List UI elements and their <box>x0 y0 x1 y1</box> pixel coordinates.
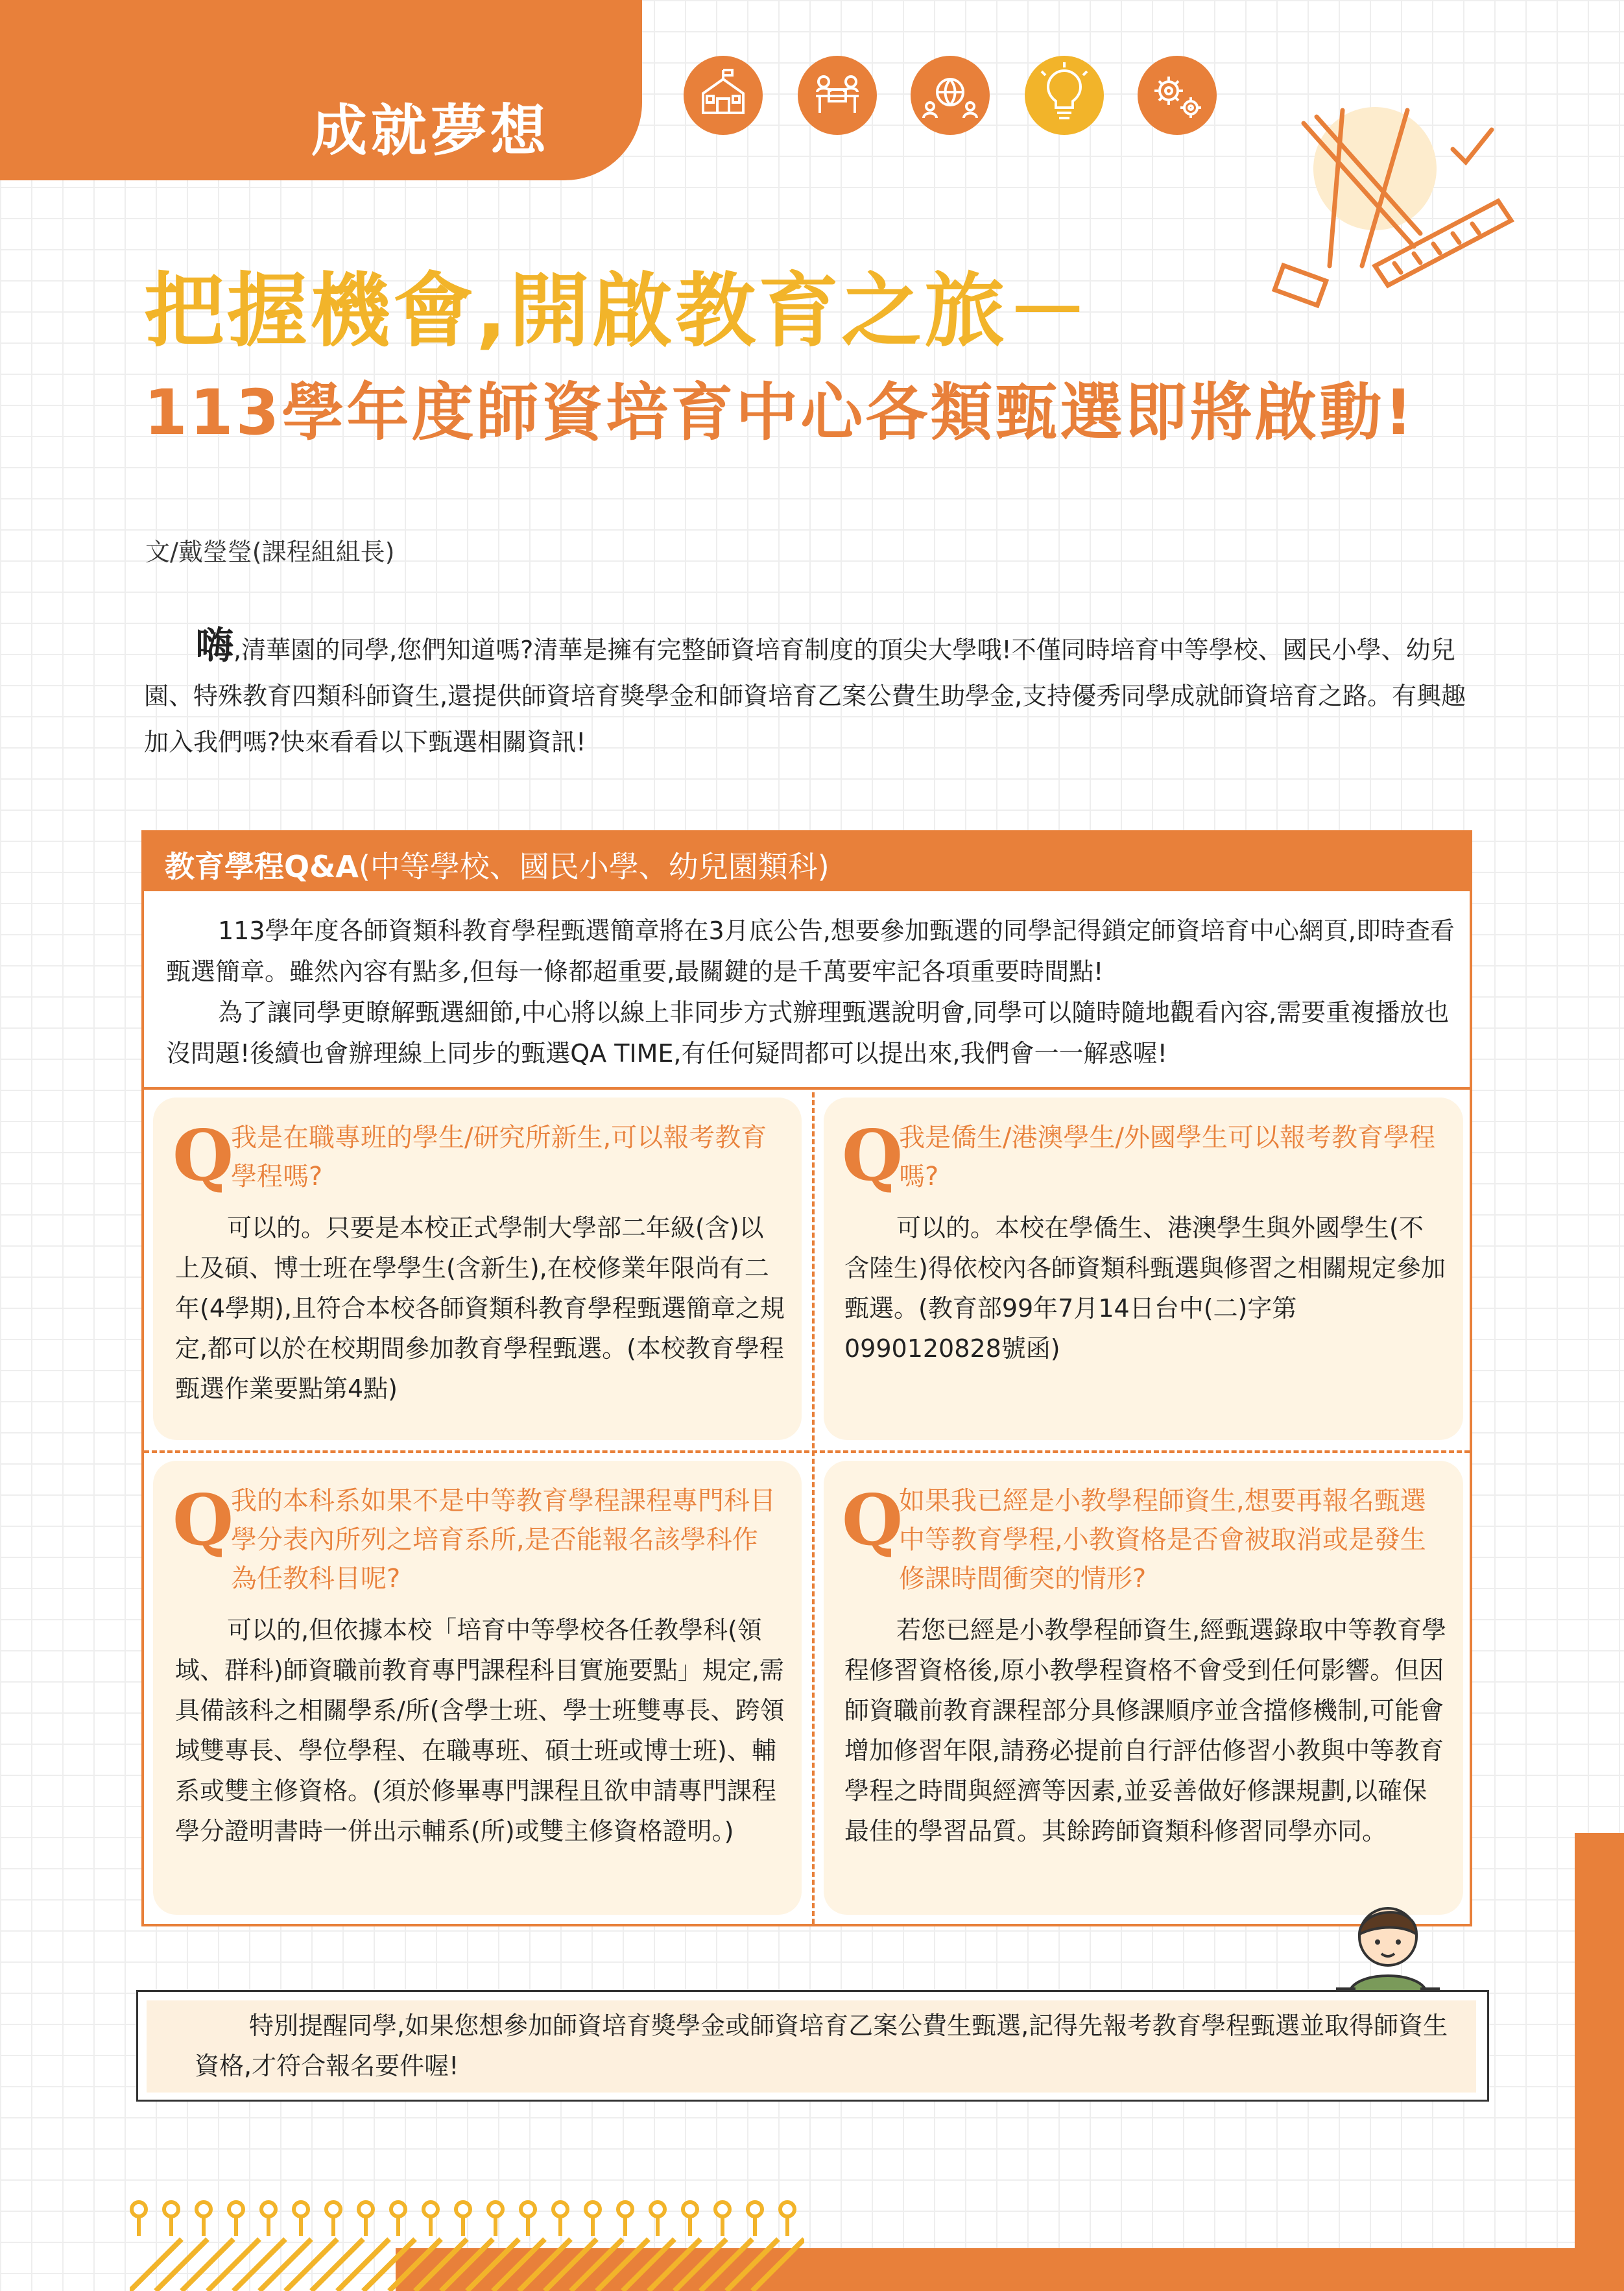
lightbulb-icon <box>1025 56 1104 135</box>
globe-people-icon <box>911 56 990 135</box>
question-text: 我的本科系如果不是中等教育學程課程專門科目學分表內所列之培育系所,是否能報名該學科作為任教科目呢? <box>231 1486 776 1594</box>
meeting-icon <box>798 56 877 135</box>
qa-separator <box>144 1087 1470 1090</box>
answer-body: 可以的。本校在學僑生、港澳學生與外國學生(不含陸生)得依校內各師資類科甄選與修習之相關規定參加甄選。(教育部99年7月14日台中(二)字第0990120828號函) <box>844 1214 1446 1363</box>
student-avatar <box>1323 1891 1453 1995</box>
qa-intro-p2: 為了讓同學更瞭解甄選細節,中心將以線上非同步方式辦理甄選說明會,同學可以隨時隨地觀看內容,需要重複播放也沒問題!後續也會辦理線上同步的甄選QA TIME,有任何疑問都可以提出來,我們會一一解惑喔! <box>166 998 1450 1068</box>
answer-body: 若您已經是小教學程師資生,經甄選錄取中等教育學程修習資格後,原小教學程資格不會受到任何影響。但因師資職前教育課程部分具修課順序並含擋修機制,可能會增加修習年限,請務必提前自行評估修習小教與中等教育學程之時間與經濟等因素,並妥善做好修課規劃,以確保最佳的學習品質。其餘跨師資類科修習同學亦同。 <box>844 1616 1447 1845</box>
stationery-illustration <box>1265 71 1524 331</box>
qa-intro-p1: 113學年度各師資類科教育學程甄選簡章將在3月底公告,想要參加甄選的同學記得鎖定師資培育中心網頁,即時查看甄選簡章。雖然內容有點多,但每一條都超重要,最關鍵的是千萬要牢記各項重要時間點! <box>166 917 1455 986</box>
gears-icon <box>1138 56 1217 135</box>
question-text: 如果我已經是小教學程師資生,想要再報名甄選中等教育學程,小教資格是否會被取消或是發生修課時間衝突的情形? <box>899 1486 1426 1594</box>
school-icon <box>684 56 763 135</box>
q-mark: Q <box>842 1115 903 1197</box>
answer-text <box>175 1610 785 1851</box>
qa-vertical-divider <box>812 1092 815 1924</box>
right-accent-bar <box>1575 1833 1624 2291</box>
spiral-binding-decoration <box>130 2190 804 2291</box>
qa-horizontal-divider <box>144 1450 1470 1453</box>
reminder-body: 特別提醒同學,如果您想參加師資培育獎學金或師資培育乙案公費生甄選,記得先報考教育學程甄選並取得師資生資格,才符合報名要件喔! <box>195 2011 1448 2080</box>
q-mark: Q <box>173 1115 234 1197</box>
answer-text <box>175 1208 785 1409</box>
answer-body: 可以的,但依據本校「培育中等學校各任教學科(領域、群科)師資職前教育專門課程科目實施要點」規定,需具備該科之相關學系/所(含學士班、學士班雙專長、跨領域雙專長、學位學程、在職專班、碩士班或博士班)、輔系或雙主修資格。(須於修畢專門課程且欲申請專門課程學分證明書時一併出示輔系(所)或雙主修資格證明。) <box>175 1616 785 1845</box>
article-title-line2: 113學年度師資培育中心各類甄選即將啟動! <box>144 376 1416 449</box>
byline: 文/戴瑩瑩(課程組組長) <box>145 538 395 566</box>
article-title-line1: 把握機會,開啟教育之旅－ <box>144 265 1091 358</box>
intro-body: ,清華園的同學,您們知道嗎?清華是擁有完整師資培育制度的頂尖大學哦!不僅同時培育中等學校、國民小學、幼兒園、特殊教育四類科師資生,還提供師資培育獎學金和師資培育乙案公費生助學金,支持優秀同學成就師資培育之路。有興趣加入我們嗎?快來看看以下甄選相關資訊! <box>144 636 1466 756</box>
intro-paragraph <box>144 623 1487 765</box>
intro-lead: 嗨 <box>196 623 234 667</box>
reminder-text <box>195 2006 1466 2086</box>
question-text: 我是在職專班的學生/研究所新生,可以報考教育學程嗎? <box>231 1123 767 1192</box>
q-mark: Q <box>842 1480 903 1561</box>
question-text: 我是僑生/港澳學生/外國學生可以報考教育學程嗎? <box>899 1123 1435 1192</box>
qa-heading-rest: (中等學校、國民小學、幼兒園類科) <box>358 849 830 884</box>
answer-body: 可以的。只要是本校正式學制大學部二年級(含)以上及碩、博士班在學學生(含新生),在校修業年限尚有二年(4學期),且符合本校各師資類科教育學程甄選簡章之規定,都可以於在校期間參加教育學程甄選。(本校教育學程甄選作業要點第4點) <box>175 1214 785 1403</box>
qa-intro <box>166 911 1457 1074</box>
answer-text <box>844 1208 1448 1369</box>
q-mark: Q <box>173 1480 234 1561</box>
section-label: 成就夢想 <box>311 99 550 163</box>
answer-text <box>844 1610 1448 1851</box>
qa-heading <box>165 843 830 886</box>
qa-heading-bold: 教育學程Q&A <box>165 849 359 884</box>
